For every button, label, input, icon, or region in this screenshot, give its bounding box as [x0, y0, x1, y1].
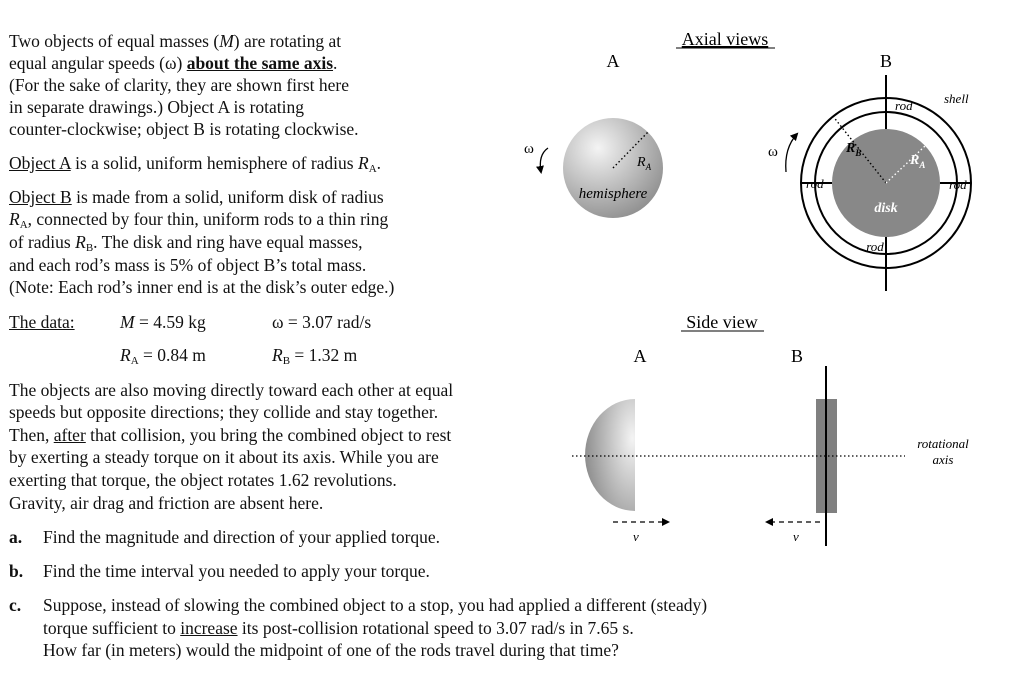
side-label-a: A	[633, 346, 647, 366]
question-c-line-3: How far (in meters) would the midpoint of one of the rods travel during that time?	[43, 640, 619, 660]
hemisphere-label: hemisphere	[578, 186, 648, 202]
side-label-b: B	[790, 346, 804, 366]
shell-label: shell	[944, 91, 969, 106]
question-c-line-1: Suppose, instead of slowing the combined object to a stop, you had applied a different (steady)	[43, 595, 708, 615]
radius-a-label-a: $R_A$	[637, 155, 652, 172]
data-radius-a: $R_A = 0.84$ m	[120, 345, 206, 367]
collision-line-1: The objects are also moving directly toward each other at equal	[9, 380, 454, 400]
question-b-label: b.	[9, 561, 24, 581]
rod-label-bottom: rod	[866, 239, 884, 254]
collision-line-3: Then, after that collision, you bring the combined object to rest	[9, 425, 452, 445]
rod-label-left: rod	[806, 176, 824, 191]
velocity-b-label: v	[793, 529, 799, 544]
rod-label-right: rod	[949, 177, 967, 192]
intro-line-2: equal angular speeds (ω) about the same axis.	[9, 53, 338, 73]
data-radius-b: $R_B = 1.32$ m	[272, 345, 358, 367]
object-b-line-5: (Note: Each rod’s inner end is at the disk’s outer edge.)	[9, 277, 395, 297]
question-a-text: Find the magnitude and direction of your applied torque.	[43, 527, 441, 547]
axial-label-b: B	[879, 51, 893, 71]
side-view-title: Side view	[686, 312, 758, 332]
hemisphere-side	[585, 399, 635, 511]
radius-a-label-b: $R_A$	[910, 153, 926, 170]
velocity-a-label: v	[633, 529, 639, 544]
collision-line-2: speeds but opposite directions; they collide and stay together.	[9, 402, 439, 422]
intro-line-5: counter-clockwise; object B is rotating clockwise.	[9, 119, 359, 139]
disk-label: disk	[874, 201, 898, 216]
object-b-line-2: $R_A$, connected by four thin, uniform rods to a thin ring	[9, 209, 389, 231]
question-c-label: c.	[9, 595, 22, 615]
radius-b-label: $R_B$	[846, 141, 862, 158]
data-label: The data:	[9, 312, 75, 332]
omega-a-arrow	[540, 148, 548, 172]
question-a-label: a.	[9, 527, 23, 547]
question-b-text: Find the time interval you needed to apply your torque.	[43, 561, 430, 581]
axis-label: axis	[932, 452, 954, 467]
axial-label-a: A	[606, 51, 620, 71]
data-omega: ω = 3.07 rad/s	[272, 312, 372, 332]
question-c-line-2: torque sufficient to increase its post-collision rotational speed to 3.07 rad/s in 7.65 s.	[43, 618, 634, 638]
collision-line-5: exerting that torque, the object rotates 1.62 revolutions.	[9, 470, 397, 490]
omega-b-arrow	[786, 134, 797, 172]
omega-a-label: ω	[524, 141, 534, 157]
rotational-label: rotational	[917, 436, 969, 451]
object-b-line-3: of radius $R_B$. The disk and ring have equal masses,	[9, 232, 363, 254]
data-mass: M = 4.59 kg	[120, 312, 206, 332]
omega-b-label: ω	[768, 144, 778, 160]
object-b-line-1: Object B is made from a solid, uniform disk of radius	[9, 187, 384, 207]
collision-line-6: Gravity, air drag and friction are absent here.	[9, 493, 324, 513]
collision-line-4: by exerting a steady torque on it about its axis. While you are	[9, 447, 439, 467]
axial-views-title: Axial views	[681, 29, 769, 49]
object-a-description: Object A is a solid, uniform hemisphere of radius $R_A$.	[9, 153, 382, 175]
intro-line-4: in separate drawings.) Object A is rotating	[9, 97, 304, 117]
rod-label-top: rod	[895, 98, 913, 113]
intro-line-3: (For the sake of clarity, they are shown first here	[9, 75, 349, 95]
object-b-line-4: and each rod’s mass is 5% of object B’s total mass.	[9, 255, 367, 275]
intro-line-1: Two objects of equal masses (M) are rotating at	[9, 31, 342, 51]
